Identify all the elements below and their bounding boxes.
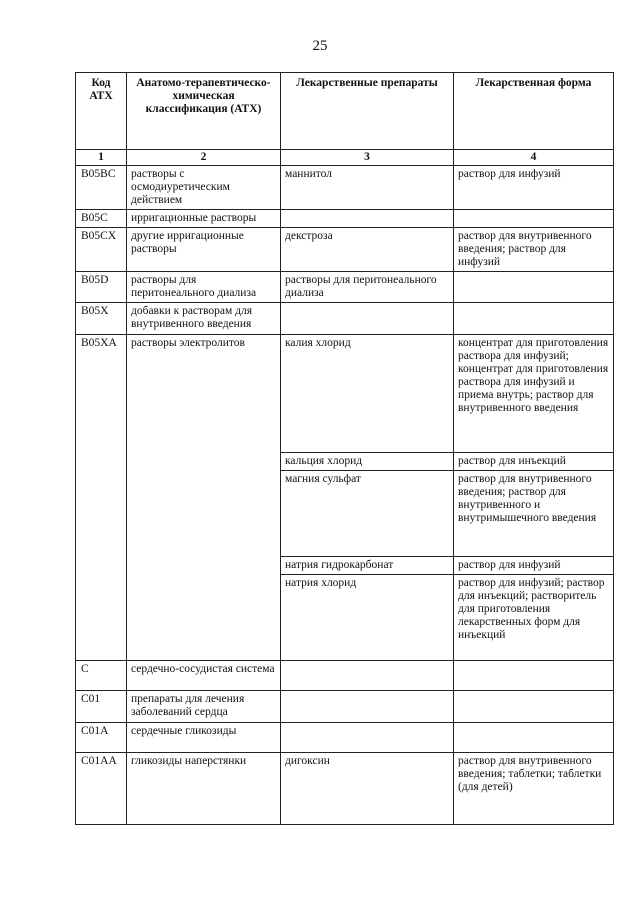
atx-class: препараты для лечения заболеваний сердца bbox=[127, 691, 281, 723]
drug-name bbox=[281, 691, 454, 723]
atx-code: C01A bbox=[76, 723, 127, 753]
drug-name: магния сульфат bbox=[281, 471, 454, 557]
atx-code: B05D bbox=[76, 272, 127, 303]
drug-name: калия хлорид bbox=[281, 335, 454, 453]
atx-code: C01AA bbox=[76, 753, 127, 825]
dosage-form: раствор для инфузий bbox=[454, 166, 614, 210]
atx-class: гликозиды наперстянки bbox=[127, 753, 281, 825]
header-drugs: Лекарственные препараты bbox=[281, 73, 454, 150]
dosage-form: раствор для внутривенного введения; раствор для внутривенного и внутримышечного введения bbox=[454, 471, 614, 557]
dosage-form bbox=[454, 272, 614, 303]
atx-table bbox=[75, 72, 614, 825]
dosage-form bbox=[454, 691, 614, 723]
atx-class: ирригационные растворы bbox=[127, 210, 281, 228]
column-number: 4 bbox=[454, 150, 614, 166]
header-classification: Анатомо-терапевтическо-химическая классификация (АТХ) bbox=[127, 73, 281, 150]
atx-class: растворы для перитонеального диализа bbox=[127, 272, 281, 303]
drug-name: кальция хлорид bbox=[281, 453, 454, 471]
table-row bbox=[76, 753, 614, 825]
atx-code: C bbox=[76, 661, 127, 691]
dosage-form: раствор для инфузий; раствор для инъекций; растворитель для приготовления лекарственных форм для инъекций bbox=[454, 575, 614, 661]
dosage-form bbox=[454, 723, 614, 753]
drug-name bbox=[281, 210, 454, 228]
dosage-form: раствор для внутривенного введения; таблетки; таблетки (для детей) bbox=[454, 753, 614, 825]
drug-name: натрия хлорид bbox=[281, 575, 454, 661]
table-row bbox=[76, 166, 614, 210]
atx-class: сердечно-сосудистая система bbox=[127, 661, 281, 691]
column-number: 3 bbox=[281, 150, 454, 166]
atx-code: B05CX bbox=[76, 228, 127, 272]
column-number: 1 bbox=[76, 150, 127, 166]
header-code: Код АТХ bbox=[76, 73, 127, 150]
table-row bbox=[76, 723, 614, 753]
atx-class: растворы с осмодиуретическим действием bbox=[127, 166, 281, 210]
atx-code: B05X bbox=[76, 303, 127, 335]
table-row bbox=[76, 691, 614, 723]
dosage-form bbox=[454, 210, 614, 228]
dosage-form: раствор для инъекций bbox=[454, 453, 614, 471]
dosage-form: раствор для внутривенного введения; раствор для инфузий bbox=[454, 228, 614, 272]
drug-name bbox=[281, 723, 454, 753]
drug-name: натрия гидрокарбонат bbox=[281, 557, 454, 575]
atx-class: сердечные гликозиды bbox=[127, 723, 281, 753]
drug-name bbox=[281, 303, 454, 335]
header-form: Лекарственная форма bbox=[454, 73, 614, 150]
table-row bbox=[76, 228, 614, 272]
dosage-form: концентрат для приготовления раствора для инфузий; концентрат для приготовления раствора для инфузий и приема внутрь; раствор для внутривенного введения bbox=[454, 335, 614, 453]
drug-name: маннитол bbox=[281, 166, 454, 210]
dosage-form bbox=[454, 661, 614, 691]
drug-name bbox=[281, 661, 454, 691]
atx-class: добавки к растворам для внутривенного введения bbox=[127, 303, 281, 335]
table-row bbox=[76, 210, 614, 228]
header-row bbox=[76, 73, 614, 150]
column-number: 2 bbox=[127, 150, 281, 166]
column-numbers-row bbox=[76, 150, 614, 166]
table-row bbox=[76, 272, 614, 303]
drug-name: декстроза bbox=[281, 228, 454, 272]
atx-code: B05C bbox=[76, 210, 127, 228]
atx-code: B05XA bbox=[76, 335, 127, 661]
atx-class: другие ирригационные растворы bbox=[127, 228, 281, 272]
table-row bbox=[76, 335, 614, 453]
atx-class: растворы электролитов bbox=[127, 335, 281, 661]
dosage-form bbox=[454, 303, 614, 335]
atx-code: C01 bbox=[76, 691, 127, 723]
page-number: 25 bbox=[312, 38, 328, 54]
atx-code: B05BC bbox=[76, 166, 127, 210]
table-row bbox=[76, 661, 614, 691]
drug-name: растворы для перитонеального диализа bbox=[281, 272, 454, 303]
table-row bbox=[76, 303, 614, 335]
drug-name: дигоксин bbox=[281, 753, 454, 825]
dosage-form: раствор для инфузий bbox=[454, 557, 614, 575]
